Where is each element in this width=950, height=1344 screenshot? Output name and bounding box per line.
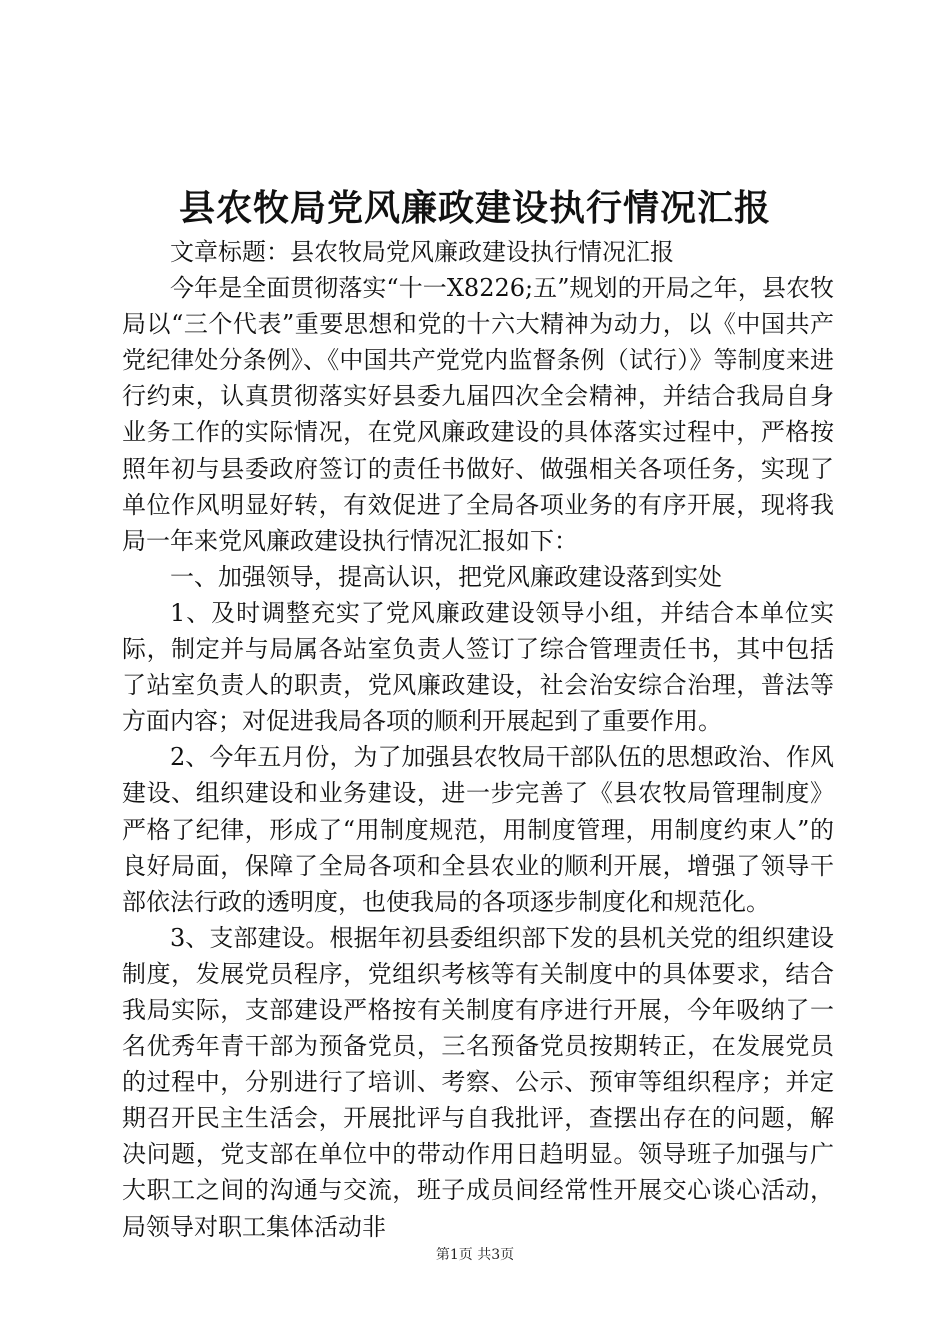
article-title-line: 文章标题：县农牧局党风廉政建设执行情况汇报 [170,238,674,266]
intro-paragraph: 今年是全面贯彻落实“十一X8226;五”规划的开局之年，县农牧局以“三个代表”重要思想和党的十六大精神为动力，以《中国共产党纪律处分条例》、《中国共产党党内监督条例（试行）》等制度来进行约束，认真贯彻落实好县委九届四次全会精神，并结合我局自身业务工作的实际情况，在党风廉政建设的具体落实过程中，严格按照年初与县委政府签订的责任书做好、做强相关各项任务，实现了单位作风明显好转，有效促进了全局各项业务的有序开展，现将我局一年来党风廉政建设执行情况汇报如下： [122,274,834,555]
paragraph-item-3: 3、支部建设。根据年初县委组织部下发的县机关党的组织建设制度，发展党员程序，党组织考核等有关制度中的具体要求，结合我局实际，支部建设严格按有关制度有序进行开展，今年吸纳了一名优秀年青干部为预备党员，三名预备党员按期转正，在发展党员的过程中，分别进行了培训、考察、公示、预审等组织程序；并定期召开民主生活会，开展批评与自我批评，查摆出存在的问题，解决问题，党支部在单位中的带动作用日趋明显。领导班子加强与广大职工之间的沟通与交流，班子成员间经常性开展交心谈心活动，局领导对职工集体活动非 [122,923,834,1241]
paragraph-item-1: 1、及时调整充实了党风廉政建设领导小组，并结合本单位实际，制定并与局属各站室负责人签订了综合管理责任书，其中包括了站室负责人的职责，党风廉政建设，社会治安综合治理，普法等方面内容；对促进我局各项的顺利开展起到了重要作用。 [122,598,834,736]
page-footer: 第1页 共3页 [435,1247,515,1263]
document-title: 县农牧局党风廉政建设执行情况汇报 [178,187,771,229]
section-heading: 一、加强领导，提高认识，把党风廉政建设落到实处 [170,562,722,591]
document-body [122,234,834,1245]
paragraph-item-2: 2、今年五月份，为了加强县农牧局干部队伍的思想政治、作风建设、组织建设和业务建设，进一步完善了《县农牧局管理制度》严格了纪律，形成了“用制度规范，用制度管理，用制度约束人”的良好局面，保障了全局各项和全县农业的顺利开展，增强了领导干部依法行政的透明度，也使我局的各项逐步制度化和规范化。 [122,743,834,916]
